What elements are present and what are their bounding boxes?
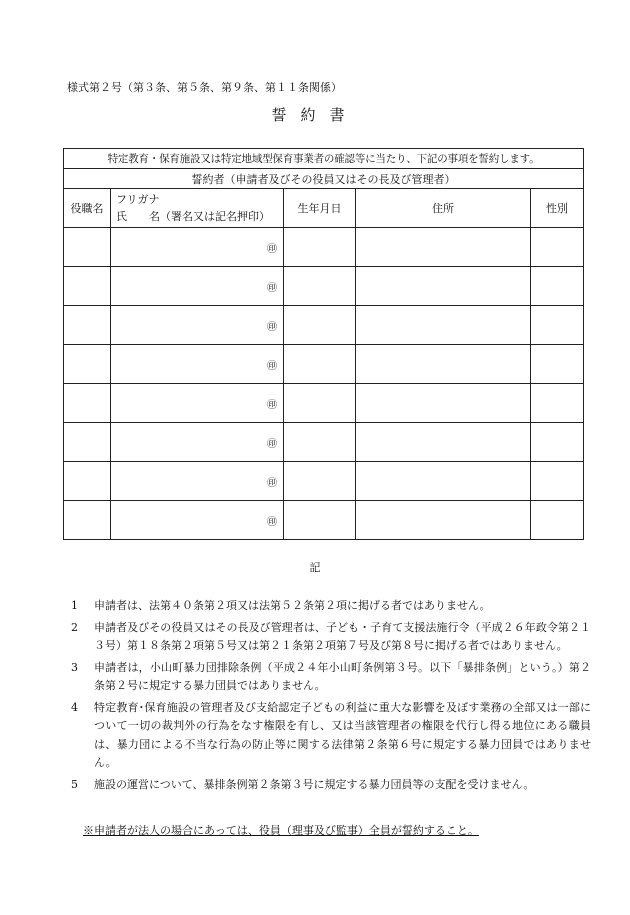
birthdate-cell[interactable] [284, 462, 356, 501]
seal-mark-icon: ㊞ [267, 399, 277, 411]
list-item [71, 619, 591, 656]
seal-mark-icon: ㊞ [267, 243, 277, 255]
pledge-items-list [71, 597, 591, 797]
table-row [64, 384, 584, 423]
item-text: 申請者は，小山町暴力団排除条例（平成２４年小山町条例第３号。以下「暴排条例」という。）第２条第２号に規定する暴力団員ではありません。 [94, 660, 591, 692]
list-item [71, 597, 591, 616]
header-gender: 性別 [531, 189, 584, 228]
role-cell[interactable] [64, 462, 111, 501]
birthdate-cell[interactable] [284, 423, 356, 462]
item-text: 特定教育･保育施設の管理者及び支給認定子どもの利益に重大な影響を及ぼす業務の全部又は一部について一切の裁判外の行為をなす権限を有し、又は当該管理者の権限を代行し得る地位にある職員は、暴力団による不当な行為の防止等に関する法律第２条第６号に規定する暴力団員ではありません。 [94, 700, 591, 769]
name-cell[interactable] [111, 267, 284, 306]
address-cell[interactable] [356, 462, 531, 501]
list-item [71, 659, 591, 696]
birthdate-cell[interactable] [284, 501, 356, 540]
table-row [64, 462, 584, 501]
name-cell[interactable] [111, 423, 284, 462]
table-intro-text: 特定教育・保育施設又は特定地域型保育事業者の確認等に当たり、下記の事項を誓約します。 [64, 149, 584, 169]
document-title: 誓約書 [271, 106, 359, 124]
address-cell[interactable] [356, 267, 531, 306]
table-header-row [64, 189, 584, 228]
birthdate-cell[interactable] [284, 384, 356, 423]
seal-mark-icon: ㊞ [267, 360, 277, 372]
item-number: 2 [71, 620, 78, 634]
form-number-label: 様式第２号（第３条、第５条、第９条、第１１条関係） [67, 81, 342, 94]
seal-mark-icon: ㊞ [267, 282, 277, 294]
address-cell[interactable] [356, 423, 531, 462]
pledge-table [63, 148, 584, 540]
name-cell[interactable] [111, 228, 284, 267]
item-number: 3 [71, 660, 78, 674]
gender-cell[interactable] [531, 228, 584, 267]
role-cell[interactable] [64, 501, 111, 540]
address-cell[interactable] [356, 345, 531, 384]
gender-cell[interactable] [531, 384, 584, 423]
header-address: 住所 [356, 189, 531, 228]
gender-cell[interactable] [531, 267, 584, 306]
table-subheader: 誓約者（申請者及びその役員又はその長及び管理者） [64, 169, 584, 189]
table-body [64, 228, 584, 540]
name-cell[interactable] [111, 384, 284, 423]
seal-mark-icon: ㊞ [267, 321, 277, 333]
gender-cell[interactable] [531, 423, 584, 462]
birthdate-cell[interactable] [284, 306, 356, 345]
header-name-label: 氏 名（署名又は記名押印） [116, 210, 270, 223]
table-row [64, 423, 584, 462]
item-number: 4 [71, 700, 78, 714]
header-name [111, 189, 284, 228]
birthdate-cell[interactable] [284, 228, 356, 267]
list-item [71, 776, 591, 795]
gender-cell[interactable] [531, 345, 584, 384]
role-cell[interactable] [64, 423, 111, 462]
address-cell[interactable] [356, 501, 531, 540]
table-row [64, 228, 584, 267]
footer-note: ※申請者が法人の場合にあっては、役員（理事及び監事）全員が誓約すること。 [83, 824, 479, 837]
role-cell[interactable] [64, 384, 111, 423]
table-row [64, 267, 584, 306]
memo-label: 記 [309, 561, 321, 574]
gender-cell[interactable] [531, 462, 584, 501]
item-number: 5 [71, 777, 78, 791]
seal-mark-icon: ㊞ [267, 477, 277, 489]
item-text: 申請者及びその役員又はその長及び管理者は、子ども・子育て支援法施行令（平成２６年政令第２１３号）第１８条第２項第５号又は第２１条第２項第７号及び第８号に掲げる者ではありません。 [94, 620, 591, 652]
item-text: 申請者は、法第４０条第２項又は法第５２条第２項に掲げる者ではありません。 [94, 599, 491, 612]
item-number: 1 [71, 599, 78, 612]
table-row [64, 345, 584, 384]
header-furigana: フリガナ [116, 193, 160, 206]
table-row [64, 306, 584, 345]
name-cell[interactable] [111, 462, 284, 501]
seal-mark-icon: ㊞ [267, 438, 277, 450]
address-cell[interactable] [356, 306, 531, 345]
seal-mark-icon: ㊞ [267, 516, 277, 528]
gender-cell[interactable] [531, 306, 584, 345]
role-cell[interactable] [64, 267, 111, 306]
gender-cell[interactable] [531, 501, 584, 540]
role-cell[interactable] [64, 228, 111, 267]
address-cell[interactable] [356, 228, 531, 267]
header-role: 役職名 [64, 189, 111, 228]
birthdate-cell[interactable] [284, 345, 356, 384]
name-cell[interactable] [111, 345, 284, 384]
name-cell[interactable] [111, 306, 284, 345]
table-row [64, 501, 584, 540]
role-cell[interactable] [64, 345, 111, 384]
birthdate-cell[interactable] [284, 267, 356, 306]
role-cell[interactable] [64, 306, 111, 345]
address-cell[interactable] [356, 384, 531, 423]
item-text: 施設の運営について、暴排条例第２条第３号に規定する暴力団員等の支配を受けません。 [94, 777, 535, 791]
name-cell[interactable] [111, 501, 284, 540]
list-item [71, 699, 591, 773]
header-birthdate: 生年月日 [284, 189, 356, 228]
